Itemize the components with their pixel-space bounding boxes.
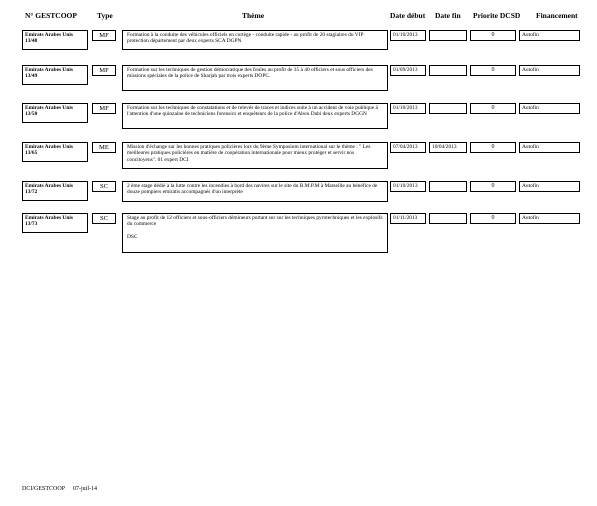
financement-cell: Autofin [519,213,580,224]
date-fin-cell [429,30,467,41]
priorite-cell: 0 [470,103,516,114]
theme-cell [122,213,388,253]
gestcoop-cell: Emirats Arabes Unis 13/48 [22,30,88,50]
theme-cell [122,142,388,169]
theme-cell [122,103,388,129]
priorite-cell: 0 [470,142,516,153]
theme-extra: DSC [127,233,138,240]
header-financement: Financement [536,11,578,20]
priorite-cell: 0 [470,181,516,192]
priorite-cell: 0 [470,65,516,76]
type-cell: SC [92,213,116,224]
date-debut-cell: 01/10/2013 [390,30,426,41]
date-debut-cell: 01/11/2013 [390,213,426,224]
type-cell: ME [92,142,116,153]
page-footer [22,486,97,492]
financement-cell: Autofin [519,181,580,192]
footer-date: 07-juil-14 [73,486,98,492]
date-fin-cell [429,103,467,114]
type-cell: MF [92,103,116,114]
date-fin-cell [429,213,467,224]
financement-cell: Autofin [519,65,580,76]
header-priorite: Priorite DCSD [473,11,521,20]
financement-cell: Autofin [519,103,580,114]
theme-text: 2 ème stage dédié à la lutte contre les incendies à bord des navires sur le site du B.M.P.M à Marseille au bénéfice de douze pompiers emiratis accompagnés d'un interprète [127,183,378,196]
gestcoop-cell: Emirats Arabes Unis 13/72 [22,181,88,201]
financement-cell: Autofin [519,142,580,153]
date-debut-cell: 01/10/2013 [390,103,426,114]
date-fin-cell: 10/04/2013 [429,142,467,153]
date-fin-cell [429,181,467,192]
theme-cell [122,181,388,202]
financement-cell: Autofin [519,30,580,41]
gestcoop-cell: Emirats Arabes Unis 13/50 [22,103,88,123]
gestcoop-cell: Emirats Arabes Unis 13/49 [22,65,88,85]
theme-text: Formation sur les techniques de constatations et de relevés de traces et indices suite à un accident de voie publique à l'attention d'une quinzaine de techniciens forensics et enquêteurs de la police d'Abou Dabi deux experts DGGN [127,105,378,118]
theme-text: Formation à la conduite des véhicules officiels en cortège - conduite rapide - au profit de 20 stagiaires du VIP protection département par deux experts SCA DGPN [127,32,364,45]
date-debut-cell: 07/04/2013 [390,142,426,153]
priorite-cell: 0 [470,213,516,224]
type-cell: SC [92,181,116,192]
header-date-fin: Date fin [435,11,461,20]
date-fin-cell [429,65,467,76]
theme-text: Formation sur les techniques de gestion démocratique des foules au profit de 35 à 40 officiers et sous officiers des missions spéciales de la police de Sharjah par trois experts DOPC. [127,67,373,80]
theme-text: Stage au profit de 12 officiers et sous-officiers démineurs portant sur sur les techniques pyrotechniques et les explosifs du commerce [127,215,383,228]
gestcoop-cell: Emirats Arabes Unis 13/73 [22,213,88,233]
footer-org: DCI/GESTCOOP [22,486,66,492]
theme-cell [122,30,388,50]
date-debut-cell: 01/10/2013 [390,181,426,192]
theme-text: Mission d'échange sur les bonnes pratiques policières lors du 9ème Symposium international sur le thème : " Les meilleures pratiques policières en matière de coopération internationale pour mieux protéger et servir nos concitoyens". 01 expert DCI [127,144,371,163]
priorite-cell: 0 [470,30,516,41]
type-cell: MF [92,65,116,76]
header-date-debut: Date début [390,11,426,20]
date-debut-cell: 01/09/2013 [390,65,426,76]
type-cell: MF [92,30,116,41]
header-gestcoop: N° GESTCOOP [25,11,77,20]
header-theme: Thème [242,11,265,20]
header-type: Type [97,11,113,20]
theme-cell [122,65,388,91]
gestcoop-cell: Emirats Arabes Unis 13/65 [22,142,88,162]
